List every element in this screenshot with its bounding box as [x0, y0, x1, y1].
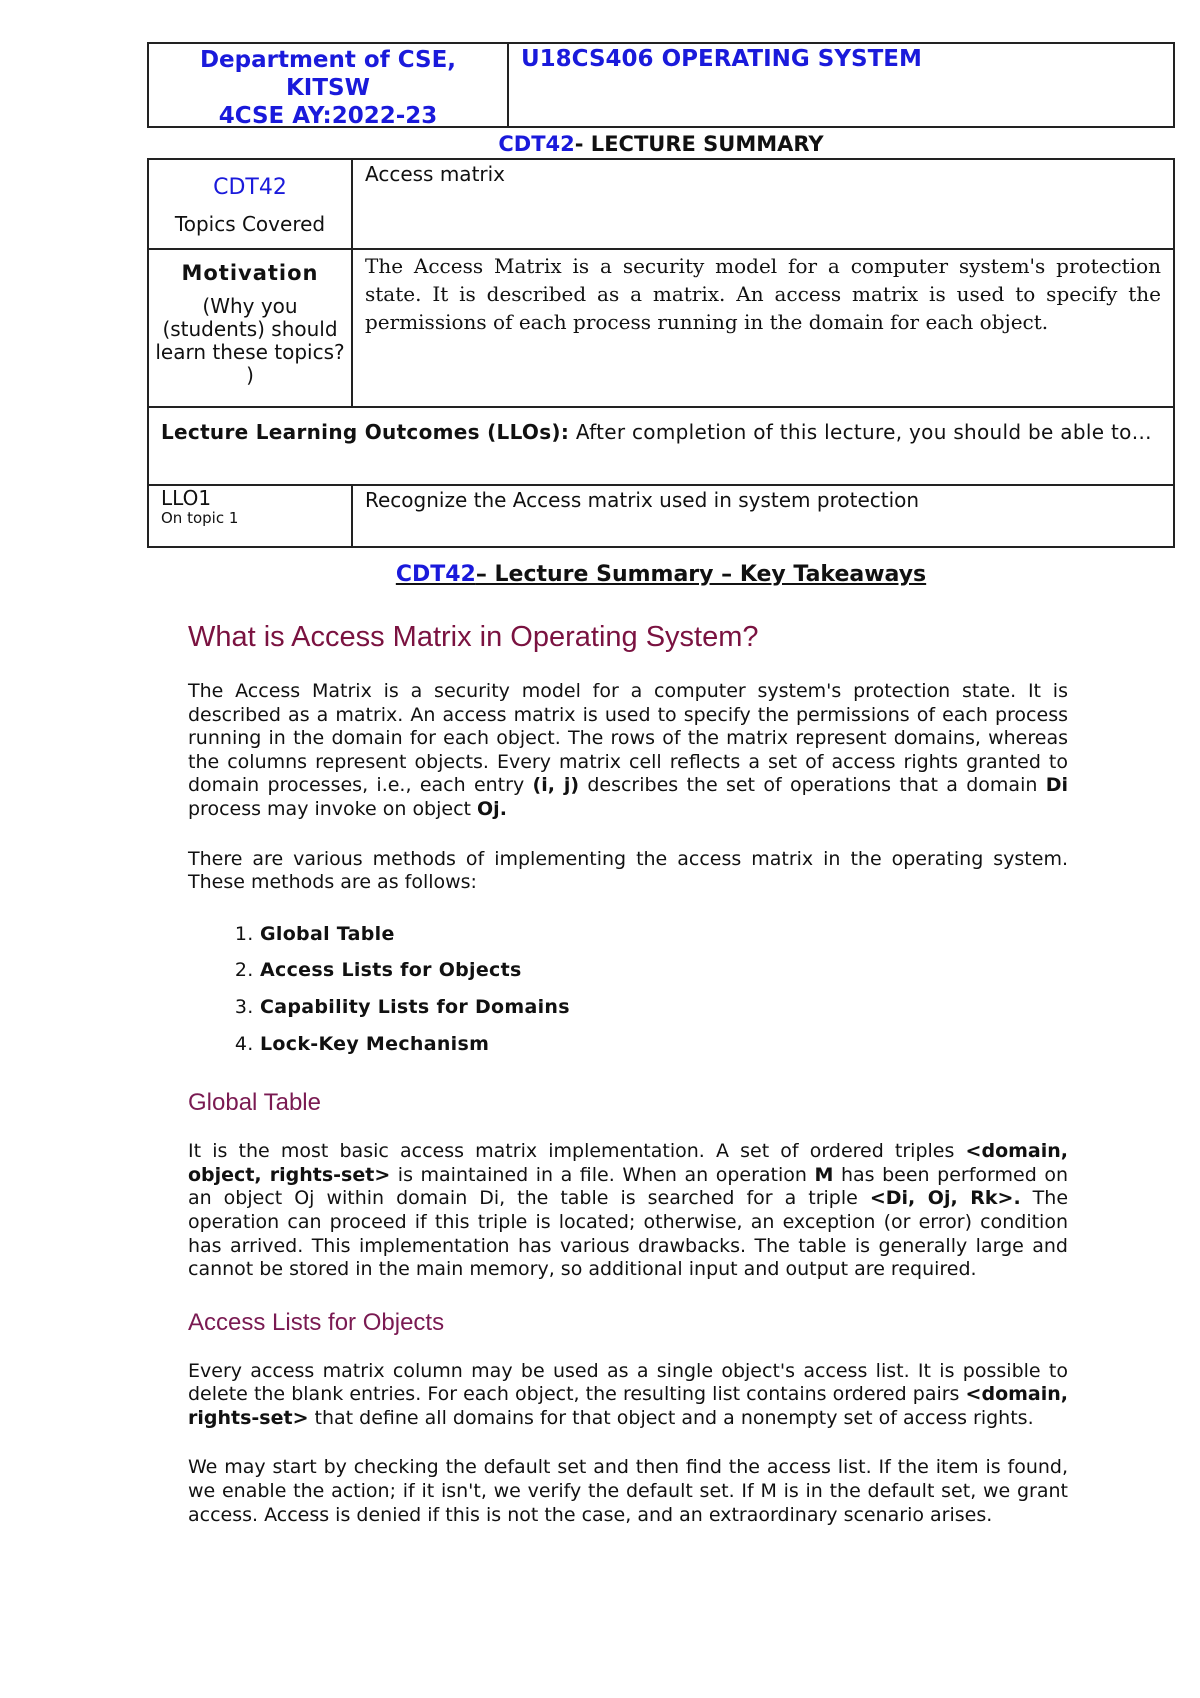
list-item: 1. Global Table: [260, 923, 1068, 947]
default-set-paragraph: We may start by checking the default set and then find the access list. If the item is found, we enable the action; if it isn't, we verify the default set. If M is in the default set, we grant access. Access is denied if this is not the case, and an extraordinary scenario arises.: [188, 1456, 1068, 1526]
key-takeaways-code: CDT42: [395, 562, 476, 587]
lecture-summary-title: [147, 130, 1175, 158]
global-table-paragraph: [188, 1140, 1068, 1282]
llo-intro: After completion of this lecture, you should be able to…: [569, 420, 1152, 444]
intro-text-2: describes the set of operations that a domain: [579, 774, 1046, 797]
global-text-2: is maintained in a file. When an operation: [390, 1163, 815, 1186]
global-text-3: has been performed on an object Oj within domain Di, the table is searched for a triple: [188, 1163, 1068, 1210]
topic-code: CDT42: [213, 175, 287, 200]
course-title: U18CS406 OPERATING SYSTEM: [521, 46, 922, 72]
key-takeaways-text: – Lecture Summary – Key Takeaways: [475, 562, 927, 587]
department-name: Department of CSE,: [199, 47, 457, 73]
list-item: 2. Access Lists for Objects: [260, 959, 1068, 983]
access-text-1: Every access matrix column may be used as a single object's access list. It is possible to delete the blank entries. For each object, the resulting list contains ordered pairs: [188, 1359, 1068, 1406]
operation-m: M: [814, 1163, 834, 1186]
motivation-label: Motivation: [181, 261, 319, 285]
list-item: 4. Lock-Key Mechanism: [260, 1033, 1068, 1057]
llo1-text: Recognize the Access matrix used in system protection: [352, 485, 1174, 547]
global-text-4: The operation can proceed if this triple is located; otherwise, an exception (or error) condition has arrived. This implementation has various drawbacks. The table is generally large and cannot be stored in the main memory, so additional input and output are required.: [188, 1187, 1069, 1281]
methods-intro: There are various methods of implementing the access matrix in the operating system. These methods are as follows:: [188, 847, 1068, 894]
llo-heading: Lecture Learning Outcomes (LLOs):: [161, 420, 570, 444]
list-item: 3. Capability Lists for Domains: [260, 996, 1068, 1020]
triple-di-oj-rk: <Di, Oj, Rk>.: [869, 1187, 1021, 1210]
topics-covered-label: Topics Covered: [174, 212, 326, 236]
motivation-text: The Access Matrix is a security model for a computer system's protection state. It is described as a matrix. An access matrix is used to specify the permissions of each process running in the domain for each object.: [352, 249, 1174, 407]
llo1-label: LLO1: [161, 486, 212, 510]
llo1-label-cell: [148, 485, 352, 547]
entry-ij: (i, j): [532, 774, 580, 797]
summary-code: CDT42: [498, 132, 575, 156]
content-body: [188, 614, 1068, 1553]
access-lists-heading: Access Lists for Objects: [188, 1308, 445, 1336]
llo-intro-cell: [148, 407, 1174, 485]
access-lists-paragraph: [188, 1360, 1068, 1431]
pair-domain-rights: <domain, rights-set>: [188, 1383, 1068, 1429]
academic-year: 4CSE AY:2022-23: [218, 103, 438, 129]
lecture-summary-table: [147, 158, 1175, 548]
key-takeaways-title: [147, 562, 1175, 587]
intro-paragraph: [188, 680, 1068, 822]
topics-label-cell: [148, 159, 352, 249]
motivation-subtitle: (Why you (students) should learn these topics? ): [155, 294, 345, 387]
global-text-1: It is the most basic access matrix implementation. A set of ordered triples: [188, 1140, 966, 1163]
domain-di: Di: [1045, 774, 1068, 797]
methods-list: [188, 923, 1068, 1056]
llo1-subtitle: On topic 1: [161, 509, 239, 527]
triple-domain-object-rights: <domain, object, rights-set>: [188, 1140, 1068, 1186]
global-table-heading: Global Table: [188, 1089, 321, 1117]
intro-text-1: The Access Matrix is a security model for a computer system's protection state. It is described as a matrix. An access matrix is used to specify the permissions of each process running in the domain for each object. The rows of the matrix represent domains, whereas the columns represent objects. Every matrix cell reflects a set of access rights granted to domain processes, i.e., each entry: [188, 680, 1068, 797]
topic-value: Access matrix: [352, 159, 1174, 249]
access-text-2: that define all domains for that object and a nonempty set of access rights.: [308, 1406, 1034, 1429]
institute-name: KITSW: [285, 75, 370, 101]
intro-text-3: process may invoke on object: [188, 797, 478, 820]
summary-title-text: - LECTURE SUMMARY: [574, 132, 824, 156]
header-table: [147, 42, 1175, 128]
object-oj: Oj.: [477, 797, 507, 820]
department-cell: [149, 44, 509, 129]
motivation-label-cell: [148, 249, 352, 407]
main-heading: What is Access Matrix in Operating System?: [188, 621, 759, 653]
